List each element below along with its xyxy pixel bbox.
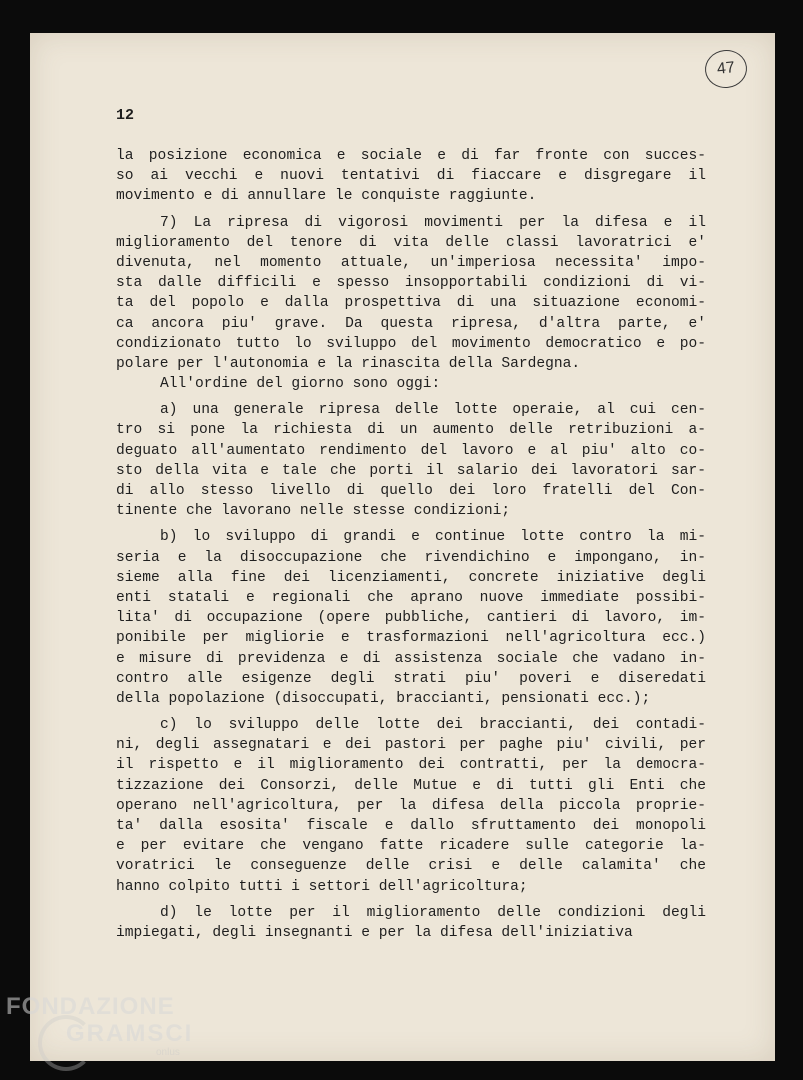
- text-line: tinente che lavorano nelle stesse condizioni;: [116, 503, 511, 520]
- text-line: 7) La ripresa di vigorosi movimenti per la difesa e il: [160, 214, 706, 231]
- page-number: 12: [116, 107, 135, 124]
- text-line: operano nell'agricoltura, per la difesa della piccola proprie-: [116, 797, 706, 814]
- watermark-line-2: GRAMSCI: [66, 1020, 194, 1047]
- text-line: della popolazione (disoccupati, braccianti, pensionati ecc.);: [116, 690, 651, 707]
- text-line: ca ancora piu' grave. Da questa ripresa, d'altra parte, e': [116, 315, 706, 332]
- paragraph-item-b: [116, 527, 706, 709]
- text-line: movimento e di annullare le conquiste raggiunte.: [116, 188, 537, 205]
- text-line: seria e la disoccupazione che rivendichino e impongano, in-: [116, 549, 706, 566]
- text-line: ta' dalla esosita' fiscale e dallo sfruttamento dei monopoli: [116, 818, 706, 834]
- text-line: tro si pone la richiesta di un aumento delle retribuzioni a-: [116, 422, 706, 439]
- text-line: condizionato tutto lo sviluppo del movimento democratico e po-: [116, 335, 706, 352]
- text-line: b) lo sviluppo di grandi e continue lotte contro la mi-: [160, 529, 706, 546]
- text-line: lita' di occupazione (opere pubbliche, cantieri di lavoro, im-: [116, 610, 706, 627]
- folio-number: 47: [716, 59, 736, 78]
- text-line: All'ordine del giorno sono oggi:: [160, 376, 441, 393]
- text-line: sta dalle difficili e spesso insopportabili condizioni di vi-: [116, 275, 706, 292]
- text-line: miglioramento del tenore di vita delle classi lavoratrici e': [116, 234, 706, 251]
- text-line: divenuta, nel momento attuale, un'imperiosa necessita' impo-: [116, 254, 706, 271]
- text-line: ni, degli assegnatari e dei pastori per paghe piu' civili, per: [116, 737, 706, 754]
- document-body: [116, 146, 706, 943]
- text-line: tizzazione dei Consorzi, delle Mutue e di tutti gli Enti che: [116, 777, 706, 794]
- text-line: a) una generale ripresa delle lotte operaie, al cui cen-: [160, 402, 706, 419]
- text-line: voratrici le conseguenze delle crisi e delle calamita' che: [116, 858, 706, 875]
- text-line: polare per l'autonomia e la rinascita della Sardegna.: [116, 355, 581, 372]
- text-line: d) le lotte per il miglioramento delle condizioni degli: [160, 904, 706, 921]
- watermark-logo-icon: [38, 1015, 94, 1071]
- text-line: contro alle esigenze degli strati piu' poveri e diseredati: [116, 670, 706, 687]
- paragraph-item-c: [116, 715, 706, 897]
- text-line: il rispetto e il miglioramento dei contratti, per la democra-: [116, 757, 706, 774]
- text-line: ta del popolo e dalla prospettiva di una situazione economi-: [116, 295, 706, 312]
- text-line: impiegati, degli insegnanti e per la difesa dell'iniziativa: [116, 924, 633, 941]
- text-line: sieme alla fine dei licenziamenti, concrete iniziative degli: [116, 569, 706, 586]
- text-line: e misure di previdenza e di assistenza sociale che vadano in-: [116, 650, 706, 667]
- text-line: ponibile per migliorie e trasformazioni nell'agricoltura ecc.): [116, 630, 706, 647]
- text-line: deguato all'aumentato rendimento del lavoro e al piu' alto co-: [116, 442, 706, 459]
- watermark: [6, 993, 193, 1059]
- watermark-line-3: onlus: [156, 1047, 180, 1058]
- paragraph-item-a: [116, 400, 706, 521]
- watermark-line-1: FONDAZIONE: [6, 993, 175, 1020]
- text-line: e per evitare che vengano fatte ricadere sulle categorie la-: [116, 838, 706, 855]
- text-line: la posizione economica e sociale e di far fronte con succes-: [116, 148, 706, 164]
- paragraph-continuation: [116, 146, 706, 207]
- text-line: sto della vita e tale che porti il salario dei lavoratori sar-: [116, 462, 706, 479]
- text-line: so ai vecchi e nuovi tentativi di fiaccare e disgregare il: [116, 168, 706, 185]
- paragraph-point-7: [116, 213, 706, 395]
- text-line: di allo stesso livello di quello dei loro fratelli del Con-: [116, 483, 706, 499]
- paragraph-item-d: [116, 903, 706, 943]
- text-line: enti statali e regionali che aprano nuove immediate possibi-: [116, 589, 706, 606]
- text-line: c) lo sviluppo delle lotte dei braccianti, dei contadi-: [160, 717, 706, 734]
- text-line: hanno colpito tutti i settori dell'agricoltura;: [116, 878, 528, 895]
